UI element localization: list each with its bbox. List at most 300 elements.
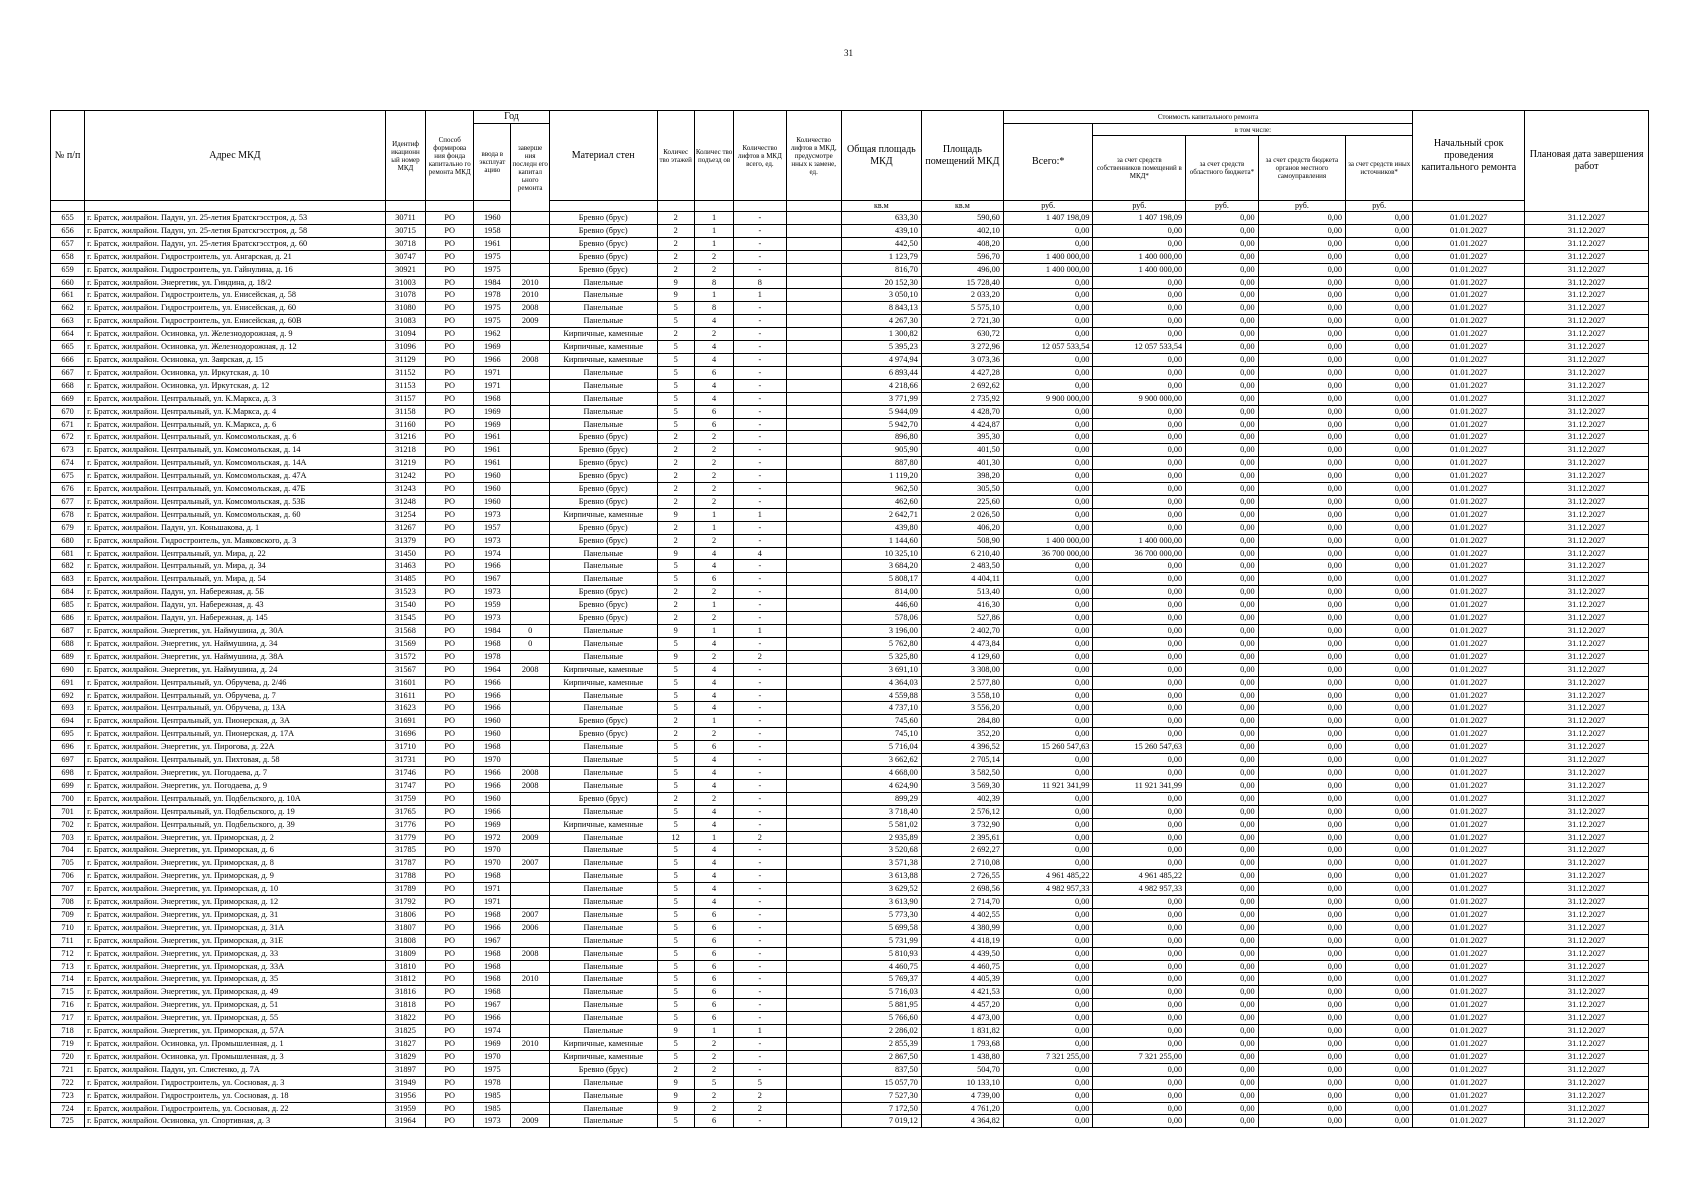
cell-cost-total: 0,00 xyxy=(1003,986,1093,999)
cell-fund-method: РО xyxy=(426,883,474,896)
cell-wall-material: Панельные xyxy=(549,573,657,586)
cell-year-commission: 1971 xyxy=(474,896,511,909)
cell-premises-area: 2 735,92 xyxy=(921,392,1003,405)
cell-cost-regional: 0,00 xyxy=(1186,741,1258,754)
cell-year-last-repair: 2010 xyxy=(511,289,549,302)
cell-entrances: 2 xyxy=(694,431,733,444)
cell-premises-area: 527,86 xyxy=(921,612,1003,625)
cell-cost-total: 0,00 xyxy=(1003,650,1093,663)
cell-total-area: 745,60 xyxy=(841,715,921,728)
cell-entrances: 6 xyxy=(694,908,733,921)
cell-cost-regional: 0,00 xyxy=(1186,560,1258,573)
cell-cost-regional: 0,00 xyxy=(1186,586,1258,599)
cell-lifts-total: - xyxy=(734,844,786,857)
cell-cost-regional: 0,00 xyxy=(1186,883,1258,896)
cell-lifts-replace xyxy=(786,328,841,341)
cell-lifts-replace xyxy=(786,289,841,302)
cell-premises-area: 3 582,50 xyxy=(921,766,1003,779)
cell-year-last-repair xyxy=(511,702,549,715)
cell-total-area: 15 057,70 xyxy=(841,1076,921,1089)
cell-start-date: 01.01.2027 xyxy=(1413,818,1525,831)
cell-row-number: 710 xyxy=(51,921,85,934)
table-row xyxy=(51,586,1649,599)
cell-fund-method: РО xyxy=(426,573,474,586)
cell-lifts-total: - xyxy=(734,302,786,315)
cell-year-last-repair xyxy=(511,599,549,612)
table-row xyxy=(51,702,1649,715)
cell-entrances: 1 xyxy=(694,831,733,844)
cell-row-number: 708 xyxy=(51,896,85,909)
table-row xyxy=(51,766,1649,779)
cell-cost-owners: 0,00 xyxy=(1093,650,1186,663)
table-row xyxy=(51,547,1649,560)
cell-cost-other: 0,00 xyxy=(1346,676,1413,689)
cell-total-area: 1 119,20 xyxy=(841,470,921,483)
cell-cost-total: 1 407 198,09 xyxy=(1003,212,1093,225)
cell-year-commission: 1968 xyxy=(474,392,511,405)
table-row xyxy=(51,366,1649,379)
cell-cost-owners: 0,00 xyxy=(1093,483,1186,496)
cell-entrances: 4 xyxy=(694,870,733,883)
cell-fund-method: РО xyxy=(426,754,474,767)
cell-premises-area: 5 575,10 xyxy=(921,302,1003,315)
header-source-local: за счет средств бюджета органов местного самоуправления xyxy=(1258,136,1345,201)
cell-total-area: 1 144,60 xyxy=(841,534,921,547)
cell-cost-owners: 0,00 xyxy=(1093,573,1186,586)
cell-lifts-replace xyxy=(786,1089,841,1102)
cell-cost-owners: 0,00 xyxy=(1093,676,1186,689)
cell-entrances: 1 xyxy=(694,521,733,534)
table-row xyxy=(51,741,1649,754)
cell-row-number: 661 xyxy=(51,289,85,302)
cell-year-last-repair xyxy=(511,418,549,431)
cell-total-area: 3 196,00 xyxy=(841,625,921,638)
cell-row-number: 676 xyxy=(51,483,85,496)
cell-lifts-total: 1 xyxy=(734,1025,786,1038)
cell-wall-material: Панельные xyxy=(549,831,657,844)
cell-cost-local: 0,00 xyxy=(1258,986,1345,999)
header-year-commission: ввода в эксплуат ацию xyxy=(474,124,511,201)
cell-entrances: 1 xyxy=(694,1025,733,1038)
cell-row-number: 677 xyxy=(51,495,85,508)
cell-wall-material: Панельные xyxy=(549,302,657,315)
cell-year-last-repair xyxy=(511,495,549,508)
cell-end-date: 31.12.2027 xyxy=(1525,883,1649,896)
cell-cost-total: 0,00 xyxy=(1003,637,1093,650)
cell-cost-regional: 0,00 xyxy=(1186,831,1258,844)
cell-house-id: 31822 xyxy=(385,1012,426,1025)
cell-cost-total: 9 900 000,00 xyxy=(1003,392,1093,405)
cell-address: г. Братск, жилрайон. Центральный, ул. К.Маркса, д. 3 xyxy=(85,392,386,405)
cell-cost-local: 0,00 xyxy=(1258,1038,1345,1051)
cell-floors: 9 xyxy=(657,547,694,560)
cell-wall-material: Панельные xyxy=(549,1025,657,1038)
cell-year-commission: 1960 xyxy=(474,483,511,496)
cell-cost-total: 4 961 485,22 xyxy=(1003,870,1093,883)
cell-cost-other: 0,00 xyxy=(1346,715,1413,728)
cell-cost-regional: 0,00 xyxy=(1186,237,1258,250)
cell-cost-other: 0,00 xyxy=(1346,1063,1413,1076)
cell-cost-total: 0,00 xyxy=(1003,754,1093,767)
cell-row-number: 695 xyxy=(51,728,85,741)
unit-source-regional: руб. xyxy=(1186,201,1258,212)
cell-lifts-total: - xyxy=(734,341,786,354)
unit-premises-area: кв.м xyxy=(921,201,1003,212)
cell-cost-total: 0,00 xyxy=(1003,1115,1093,1128)
cell-year-commission: 1969 xyxy=(474,405,511,418)
table-row xyxy=(51,1089,1649,1102)
cell-lifts-replace xyxy=(786,715,841,728)
cell-wall-material: Панельные xyxy=(549,276,657,289)
cell-premises-area: 590,60 xyxy=(921,212,1003,225)
cell-address: г. Братск, жилрайон. Энергетик, ул. Приморская, д. 31 xyxy=(85,908,386,921)
cell-floors: 5 xyxy=(657,1115,694,1128)
cell-premises-area: 2 576,12 xyxy=(921,805,1003,818)
cell-end-date: 31.12.2027 xyxy=(1525,521,1649,534)
cell-cost-other: 0,00 xyxy=(1346,896,1413,909)
unit-source-owners: руб. xyxy=(1093,201,1186,212)
cell-cost-local: 0,00 xyxy=(1258,599,1345,612)
cell-end-date: 31.12.2027 xyxy=(1525,315,1649,328)
cell-address: г. Братск, жилрайон. Центральный, ул. Подбельского, д. 10А xyxy=(85,792,386,805)
cell-year-commission: 1968 xyxy=(474,637,511,650)
header-end-date: Плановая дата завершения работ xyxy=(1525,111,1649,212)
table-row xyxy=(51,1102,1649,1115)
cell-premises-area: 402,39 xyxy=(921,792,1003,805)
page-number: 31 xyxy=(844,48,853,58)
cell-cost-regional: 0,00 xyxy=(1186,625,1258,638)
table-row xyxy=(51,637,1649,650)
cell-end-date: 31.12.2027 xyxy=(1525,366,1649,379)
cell-cost-local: 0,00 xyxy=(1258,1025,1345,1038)
cell-year-commission: 1985 xyxy=(474,1089,511,1102)
cell-lifts-replace xyxy=(786,431,841,444)
cell-cost-owners: 0,00 xyxy=(1093,663,1186,676)
cell-end-date: 31.12.2027 xyxy=(1525,986,1649,999)
cell-cost-regional: 0,00 xyxy=(1186,392,1258,405)
cell-cost-other: 0,00 xyxy=(1346,263,1413,276)
cell-house-id: 31747 xyxy=(385,779,426,792)
cell-lifts-replace xyxy=(786,212,841,225)
cell-fund-method: РО xyxy=(426,276,474,289)
cell-year-last-repair: 2008 xyxy=(511,766,549,779)
cell-cost-local: 0,00 xyxy=(1258,754,1345,767)
cell-cost-owners: 0,00 xyxy=(1093,612,1186,625)
cell-year-last-repair: 2010 xyxy=(511,973,549,986)
cell-cost-local: 0,00 xyxy=(1258,728,1345,741)
cell-total-area: 3 613,88 xyxy=(841,870,921,883)
cell-lifts-total: - xyxy=(734,444,786,457)
cell-cost-local: 0,00 xyxy=(1258,237,1345,250)
cell-entrances: 2 xyxy=(694,250,733,263)
cell-cost-local: 0,00 xyxy=(1258,573,1345,586)
cell-fund-method: РО xyxy=(426,831,474,844)
cell-address: г. Братск, жилрайон. Центральный, ул. Мира, д. 34 xyxy=(85,560,386,573)
cell-address: г. Братск, жилрайон. Центральный, ул. Пионерская, д. 17А xyxy=(85,728,386,741)
cell-entrances: 4 xyxy=(694,818,733,831)
cell-address: г. Братск, жилрайон. Осиновка, ул. Заярская, д. 15 xyxy=(85,353,386,366)
cell-entrances: 4 xyxy=(694,844,733,857)
header-floors: Количес тво этажей xyxy=(657,111,694,201)
cell-address: г. Братск, жилрайон. Гидростроитель, ул. Сосновая, д. 22 xyxy=(85,1102,386,1115)
cell-premises-area: 3 732,90 xyxy=(921,818,1003,831)
cell-lifts-replace xyxy=(786,625,841,638)
cell-lifts-total: - xyxy=(734,702,786,715)
cell-lifts-total: - xyxy=(734,663,786,676)
table-row xyxy=(51,521,1649,534)
cell-end-date: 31.12.2027 xyxy=(1525,960,1649,973)
header-wall-material: Материал стен xyxy=(549,111,657,201)
cell-end-date: 31.12.2027 xyxy=(1525,715,1649,728)
cell-total-area: 5 773,30 xyxy=(841,908,921,921)
cell-cost-owners: 0,00 xyxy=(1093,431,1186,444)
cell-entrances: 2 xyxy=(694,1102,733,1115)
cell-total-area: 3 684,20 xyxy=(841,560,921,573)
cell-lifts-total: - xyxy=(734,250,786,263)
cell-address: г. Братск, жилрайон. Энергетик, ул. Приморская, д. 10 xyxy=(85,883,386,896)
cell-end-date: 31.12.2027 xyxy=(1525,276,1649,289)
cell-address: г. Братск, жилрайон. Центральный, ул. Обручева, д. 13А xyxy=(85,702,386,715)
cell-end-date: 31.12.2027 xyxy=(1525,896,1649,909)
cell-floors: 2 xyxy=(657,715,694,728)
cell-cost-regional: 0,00 xyxy=(1186,1115,1258,1128)
table-row xyxy=(51,379,1649,392)
table-body xyxy=(51,212,1649,1128)
cell-wall-material: Бревно (брус) xyxy=(549,457,657,470)
table-row xyxy=(51,883,1649,896)
cell-cost-total: 0,00 xyxy=(1003,508,1093,521)
cell-entrances: 6 xyxy=(694,960,733,973)
cell-entrances: 2 xyxy=(694,534,733,547)
cell-start-date: 01.01.2027 xyxy=(1413,754,1525,767)
capital-repair-register-table xyxy=(50,110,1649,1128)
cell-floors: 2 xyxy=(657,483,694,496)
cell-wall-material: Панельные xyxy=(549,779,657,792)
cell-start-date: 01.01.2027 xyxy=(1413,508,1525,521)
cell-row-number: 682 xyxy=(51,560,85,573)
cell-lifts-total: - xyxy=(734,392,786,405)
cell-wall-material: Панельные xyxy=(549,637,657,650)
table-row xyxy=(51,934,1649,947)
cell-house-id: 31450 xyxy=(385,547,426,560)
cell-entrances: 2 xyxy=(694,328,733,341)
cell-cost-regional: 0,00 xyxy=(1186,637,1258,650)
cell-start-date: 01.01.2027 xyxy=(1413,212,1525,225)
cell-year-last-repair xyxy=(511,792,549,805)
cell-entrances: 6 xyxy=(694,986,733,999)
cell-house-id: 31129 xyxy=(385,353,426,366)
cell-cost-total: 0,00 xyxy=(1003,1038,1093,1051)
cell-year-last-repair: 2010 xyxy=(511,276,549,289)
cell-row-number: 687 xyxy=(51,625,85,638)
cell-cost-local: 0,00 xyxy=(1258,766,1345,779)
cell-end-date: 31.12.2027 xyxy=(1525,921,1649,934)
cell-premises-area: 305,50 xyxy=(921,483,1003,496)
cell-address: г. Братск, жилрайон. Центральный, ул. Мира, д. 22 xyxy=(85,547,386,560)
cell-cost-local: 0,00 xyxy=(1258,1102,1345,1115)
cell-cost-local: 0,00 xyxy=(1258,250,1345,263)
cell-cost-owners: 11 921 341,99 xyxy=(1093,779,1186,792)
cell-row-number: 712 xyxy=(51,947,85,960)
cell-start-date: 01.01.2027 xyxy=(1413,637,1525,650)
cell-house-id: 31569 xyxy=(385,637,426,650)
cell-house-id: 31897 xyxy=(385,1063,426,1076)
cell-cost-owners: 0,00 xyxy=(1093,805,1186,818)
table-row xyxy=(51,534,1649,547)
cell-wall-material: Бревно (брус) xyxy=(549,792,657,805)
cell-cost-other: 0,00 xyxy=(1346,637,1413,650)
cell-lifts-replace xyxy=(786,470,841,483)
cell-cost-local: 0,00 xyxy=(1258,792,1345,805)
cell-lifts-replace xyxy=(786,508,841,521)
table-row xyxy=(51,1063,1649,1076)
cell-year-commission: 1966 xyxy=(474,1012,511,1025)
table-row xyxy=(51,483,1649,496)
cell-lifts-replace xyxy=(786,870,841,883)
cell-lifts-replace xyxy=(786,573,841,586)
cell-total-area: 837,50 xyxy=(841,1063,921,1076)
cell-end-date: 31.12.2027 xyxy=(1525,289,1649,302)
cell-address: г. Братск, жилрайон. Энергетик, ул. Приморская, д. 2 xyxy=(85,831,386,844)
cell-row-number: 707 xyxy=(51,883,85,896)
cell-cost-other: 0,00 xyxy=(1346,1089,1413,1102)
cell-premises-area: 4 439,50 xyxy=(921,947,1003,960)
cell-total-area: 2 286,02 xyxy=(841,1025,921,1038)
cell-start-date: 01.01.2027 xyxy=(1413,960,1525,973)
cell-cost-regional: 0,00 xyxy=(1186,276,1258,289)
cell-floors: 2 xyxy=(657,521,694,534)
cell-cost-local: 0,00 xyxy=(1258,883,1345,896)
cell-cost-total: 0,00 xyxy=(1003,844,1093,857)
cell-year-commission: 1960 xyxy=(474,728,511,741)
cell-wall-material: Бревно (брус) xyxy=(549,263,657,276)
cell-end-date: 31.12.2027 xyxy=(1525,625,1649,638)
cell-start-date: 01.01.2027 xyxy=(1413,586,1525,599)
cell-house-id: 31807 xyxy=(385,921,426,934)
cell-fund-method: РО xyxy=(426,973,474,986)
cell-year-last-repair xyxy=(511,754,549,767)
cell-wall-material: Кирпичные, каменные xyxy=(549,328,657,341)
cell-cost-total: 0,00 xyxy=(1003,379,1093,392)
cell-lifts-replace xyxy=(786,302,841,315)
cell-start-date: 01.01.2027 xyxy=(1413,289,1525,302)
cell-cost-local: 0,00 xyxy=(1258,921,1345,934)
cell-cost-local: 0,00 xyxy=(1258,470,1345,483)
cell-year-commission: 1968 xyxy=(474,973,511,986)
cell-row-number: 719 xyxy=(51,1038,85,1051)
cell-end-date: 31.12.2027 xyxy=(1525,212,1649,225)
cell-year-commission: 1967 xyxy=(474,999,511,1012)
cell-premises-area: 513,40 xyxy=(921,586,1003,599)
cell-lifts-replace xyxy=(786,237,841,250)
cell-address: г. Братск, жилрайон. Осиновка, ул. Железнодорожная, д. 9 xyxy=(85,328,386,341)
cell-total-area: 5 762,80 xyxy=(841,637,921,650)
cell-address: г. Братск, жилрайон. Энергетик, ул. Приморская, д. 6 xyxy=(85,844,386,857)
cell-house-id: 31788 xyxy=(385,870,426,883)
cell-fund-method: РО xyxy=(426,1025,474,1038)
cell-row-number: 723 xyxy=(51,1089,85,1102)
cell-cost-owners: 0,00 xyxy=(1093,276,1186,289)
cell-entrances: 6 xyxy=(694,405,733,418)
cell-floors: 5 xyxy=(657,986,694,999)
cell-cost-total: 0,00 xyxy=(1003,625,1093,638)
cell-year-commission: 1972 xyxy=(474,831,511,844)
cell-cost-regional: 0,00 xyxy=(1186,302,1258,315)
cell-address: г. Братск, жилрайон. Центральный, ул. Комсомольская, д. 47Б xyxy=(85,483,386,496)
cell-row-number: 662 xyxy=(51,302,85,315)
cell-year-commission: 1978 xyxy=(474,650,511,663)
cell-floors: 5 xyxy=(657,341,694,354)
cell-end-date: 31.12.2027 xyxy=(1525,573,1649,586)
cell-fund-method: РО xyxy=(426,947,474,960)
cell-start-date: 01.01.2027 xyxy=(1413,1076,1525,1089)
cell-entrances: 2 xyxy=(694,1038,733,1051)
cell-end-date: 31.12.2027 xyxy=(1525,1102,1649,1115)
cell-cost-total: 0,00 xyxy=(1003,431,1093,444)
cell-cost-owners: 0,00 xyxy=(1093,599,1186,612)
cell-lifts-total: - xyxy=(734,1038,786,1051)
cell-lifts-total: - xyxy=(734,870,786,883)
cell-lifts-total: - xyxy=(734,947,786,960)
cell-cost-total: 0,00 xyxy=(1003,483,1093,496)
cell-cost-total: 4 982 957,33 xyxy=(1003,883,1093,896)
cell-house-id: 31808 xyxy=(385,934,426,947)
cell-cost-regional: 0,00 xyxy=(1186,792,1258,805)
cell-address: г. Братск, жилрайон. Центральный, ул. К.Маркса, д. 6 xyxy=(85,418,386,431)
cell-wall-material: Бревно (брус) xyxy=(549,224,657,237)
cell-fund-method: РО xyxy=(426,934,474,947)
cell-year-commission: 1961 xyxy=(474,444,511,457)
cell-fund-method: РО xyxy=(426,792,474,805)
cell-row-number: 688 xyxy=(51,637,85,650)
cell-floors: 5 xyxy=(657,870,694,883)
table-row xyxy=(51,805,1649,818)
cell-wall-material: Панельные xyxy=(549,547,657,560)
cell-cost-total: 0,00 xyxy=(1003,857,1093,870)
cell-row-number: 679 xyxy=(51,521,85,534)
table-row xyxy=(51,573,1649,586)
cell-wall-material: Бревно (брус) xyxy=(549,444,657,457)
cell-total-area: 7 527,30 xyxy=(841,1089,921,1102)
cell-start-date: 01.01.2027 xyxy=(1413,1089,1525,1102)
cell-cost-other: 0,00 xyxy=(1346,366,1413,379)
cell-floors: 5 xyxy=(657,883,694,896)
cell-cost-owners: 0,00 xyxy=(1093,792,1186,805)
cell-start-date: 01.01.2027 xyxy=(1413,353,1525,366)
cell-cost-regional: 0,00 xyxy=(1186,1038,1258,1051)
cell-entrances: 4 xyxy=(694,676,733,689)
cell-cost-owners: 0,00 xyxy=(1093,1012,1186,1025)
cell-house-id: 31623 xyxy=(385,702,426,715)
cell-cost-regional: 0,00 xyxy=(1186,728,1258,741)
cell-year-last-repair xyxy=(511,960,549,973)
cell-total-area: 3 691,10 xyxy=(841,663,921,676)
cell-floors: 5 xyxy=(657,573,694,586)
cell-row-number: 672 xyxy=(51,431,85,444)
cell-total-area: 3 629,52 xyxy=(841,883,921,896)
cell-year-last-repair xyxy=(511,1076,549,1089)
cell-lifts-total: 1 xyxy=(734,625,786,638)
table-row xyxy=(51,1115,1649,1128)
cell-cost-other: 0,00 xyxy=(1346,560,1413,573)
cell-lifts-replace xyxy=(786,366,841,379)
cell-floors: 2 xyxy=(657,470,694,483)
cell-year-commission: 1984 xyxy=(474,276,511,289)
cell-start-date: 01.01.2027 xyxy=(1413,728,1525,741)
cell-year-last-repair xyxy=(511,934,549,947)
cell-start-date: 01.01.2027 xyxy=(1413,702,1525,715)
cell-entrances: 4 xyxy=(694,896,733,909)
